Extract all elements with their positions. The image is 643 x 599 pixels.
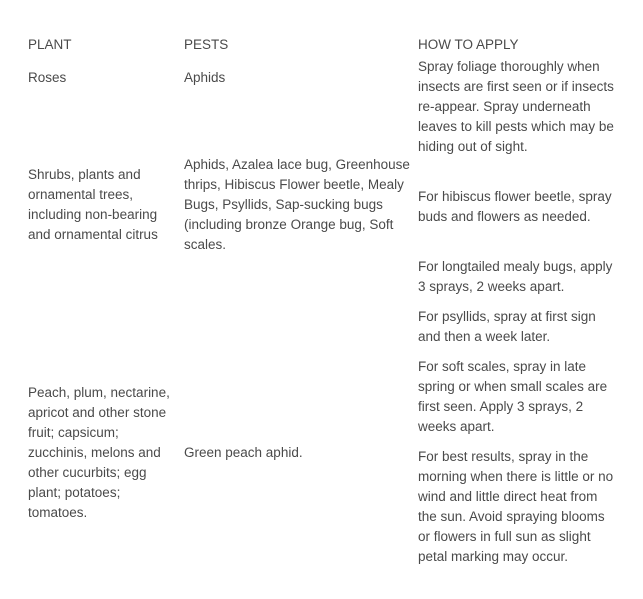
row2-plant: Shrubs, plants and ornamental trees, including non-bearing and ornamental citrus	[28, 167, 158, 242]
header-pests: PESTS	[184, 37, 229, 52]
row2-apply-mealybugs: For longtailed mealy bugs, apply 3 sprays, 2 weeks apart.	[418, 259, 613, 294]
row3-plant: Peach, plum, nectarine, apricot and other stone fruit; capsicum; zucchinis, melons and other cucurbits; egg plant; potatoes; tomatoes.	[28, 385, 170, 520]
row2-apply-soft-scales: For soft scales, spray in late spring or when small scales are first seen. Apply 3 sprays, 2 weeks apart.	[418, 359, 608, 434]
row1-pests: Aphids	[184, 70, 226, 85]
row1-apply: Spray foliage thoroughly when insects are first seen or if insects re-appear. Spray underneath leaves to kill pests which may be hiding out of sight.	[418, 59, 614, 154]
row1-plant: Roses	[28, 70, 67, 85]
row2-apply-psyllids: For psyllids, spray at first sign and then a week later.	[418, 309, 596, 344]
row3-pests: Green peach aphid.	[184, 445, 303, 460]
row2-pests: Aphids, Azalea lace bug, Greenhouse thrips, Hibiscus Flower beetle, Mealy Bugs, Psyllids, Sap-sucking bugs (including bronze Orange bug, Soft scales.	[184, 157, 410, 252]
header-plant: PLANT	[28, 37, 72, 52]
row3-apply: For best results, spray in the morning when there is little or no wind and little direct heat from the sun. Avoid spraying blooms or flowers in full sun as slight petal marking may occur.	[418, 449, 614, 564]
header-how-to-apply: HOW TO APPLY	[418, 37, 519, 52]
row2-apply-hibiscus: For hibiscus flower beetle, spray buds and flowers as needed.	[418, 189, 612, 224]
